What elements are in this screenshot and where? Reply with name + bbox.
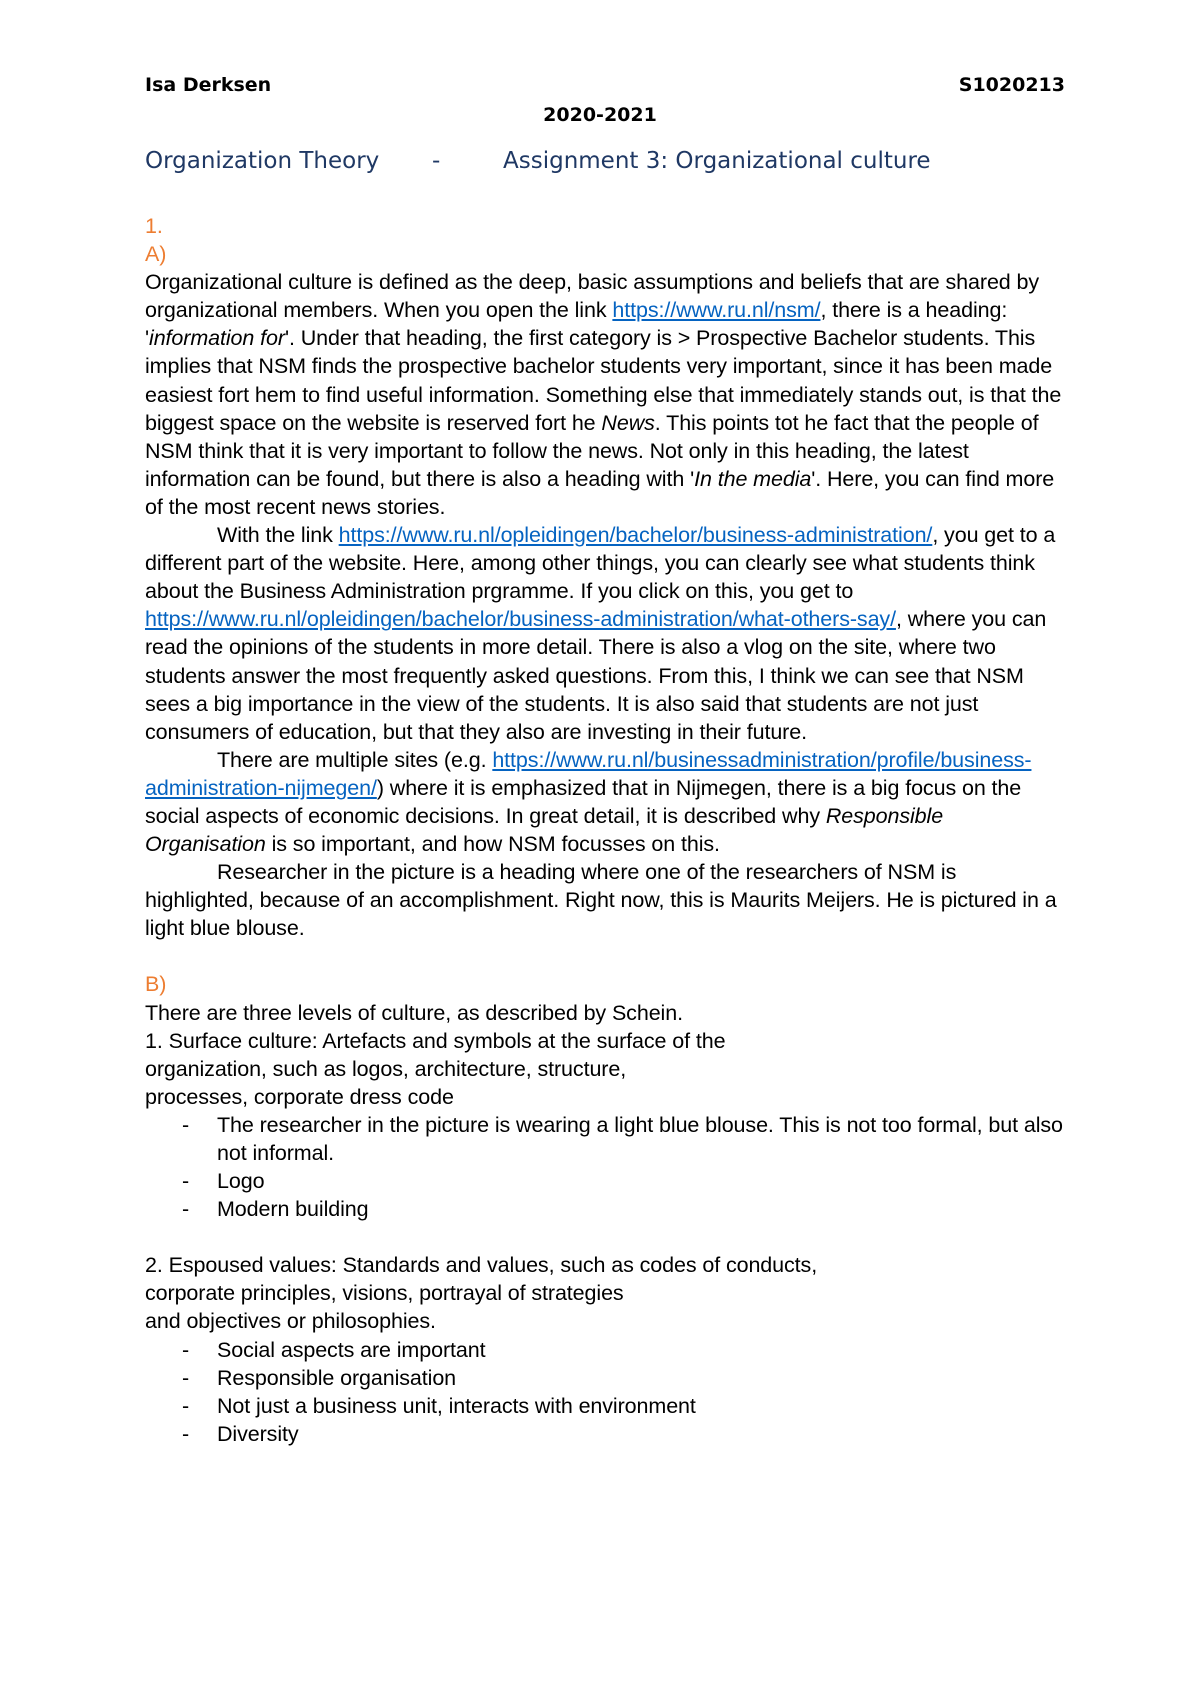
level2-line2: corporate principles, visions, portrayal of strategies: [145, 1281, 624, 1306]
level2-list: [145, 1336, 1065, 1448]
level1-list: [145, 1111, 1065, 1223]
paragraph-culture-definition: Organizational culture is defined as the deep, basic assumptions and beliefs that are shared by organizational members. When you open the link https://www.ru.nl/nsm/, there is a heading: 'information for'. Under that heading, the first category is > Prospective Bachelor students. This implies that NSM finds the prospective bachelor students very important, since it has been made easiest fort hem to find useful information. Something else that immediately stands out, is that the biggest space on the website is reserved fort he News. This points tot he fact that the people of NSM think that it is very important to follow the news. Not only in this heading, the latest information can be found, but there is also a heading with 'In the media'. Here, you can find more of the most recent news stories.: [145, 270, 1062, 519]
list-item: - Social aspects are important: [145, 1336, 1065, 1364]
list-item: - Responsible organisation: [145, 1364, 1065, 1392]
link-nijmegen-profile[interactable]: https://www.ru.nl/businessadministration/profile/business-administration-nijmegen/: [145, 747, 1032, 800]
author-name: Isa Derksen: [145, 74, 272, 96]
assignment-title: Assignment 3: Organizational culture: [503, 148, 931, 174]
list-item: - Not just a business unit, interacts with environment: [145, 1392, 1065, 1420]
level1-line2: organization, such as logos, architecture, structure,: [145, 1056, 627, 1081]
list-item: - Diversity: [145, 1420, 1065, 1448]
list-item: - The researcher in the picture is wearing a light blue blouse. This is not too formal, but also not informal.: [145, 1111, 1065, 1167]
list-item: - Modern building: [145, 1195, 1065, 1223]
link-business-administration[interactable]: https://www.ru.nl/opleidingen/bachelor/business-administration/: [338, 523, 933, 548]
title-separator: -: [432, 148, 441, 174]
paragraph-business-administration: With the link https://www.ru.nl/opleidingen/bachelor/business-administration/, you get to a different part of the website. Here, among other things, you can clearly see what students think about the Business Administration prgramme. If you click on this, you get to https://www.ru.nl/opleidingen/bachelor/business-administration/what-others-say/, where you can read the opinions of the students in more detail. There is also a vlog on the site, where two students answer the most frequently asked questions. From this, I think we can see that NSM sees a big importance in the view of the students. It is also said that students are not just consumers of education, but that they also are investing in their future.: [145, 523, 1056, 744]
course-title: Organization Theory: [145, 148, 380, 174]
level1-line3: processes, corporate dress code: [145, 1084, 454, 1109]
paragraph-responsible-organisation: There are multiple sites (e.g. https://www.ru.nl/businessadministration/profile/business-administration-nijmegen/) where it is emphasized that in Nijmegen, there is a big focus on the social aspects of economic decisions. In great detail, it is described why Responsible Organisation is so important, and how NSM focusses on this.: [145, 747, 1032, 857]
subquestion-a-label: A): [145, 242, 167, 267]
paragraph-researcher: Researcher in the picture is a heading where one of the researchers of NSM is highlighted, because of an accomplishment. Right now, this is Maurits Meijers. He is pictured in a light blue blouse.: [145, 860, 1057, 941]
level1-line1: 1. Surface culture: Artefacts and symbols at the surface of the: [145, 1028, 726, 1053]
link-nsm[interactable]: https://www.ru.nl/nsm/: [612, 298, 821, 323]
student-id: S1020213: [958, 74, 1065, 96]
academic-year: 2020-2021: [543, 104, 657, 126]
level2-line3: and objectives or philosophies.: [145, 1309, 436, 1334]
document-body: [145, 212, 1065, 1448]
levels-intro: There are three levels of culture, as described by Schein.: [145, 1000, 683, 1025]
question-number: 1.: [145, 214, 163, 238]
subquestion-b-label: B): [145, 972, 167, 997]
link-what-others-say[interactable]: https://www.ru.nl/opleidingen/bachelor/business-administration/what-others-say/: [145, 607, 896, 632]
list-item: - Logo: [145, 1167, 1065, 1195]
level2-line1: 2. Espoused values: Standards and values, such as codes of conducts,: [145, 1253, 818, 1278]
